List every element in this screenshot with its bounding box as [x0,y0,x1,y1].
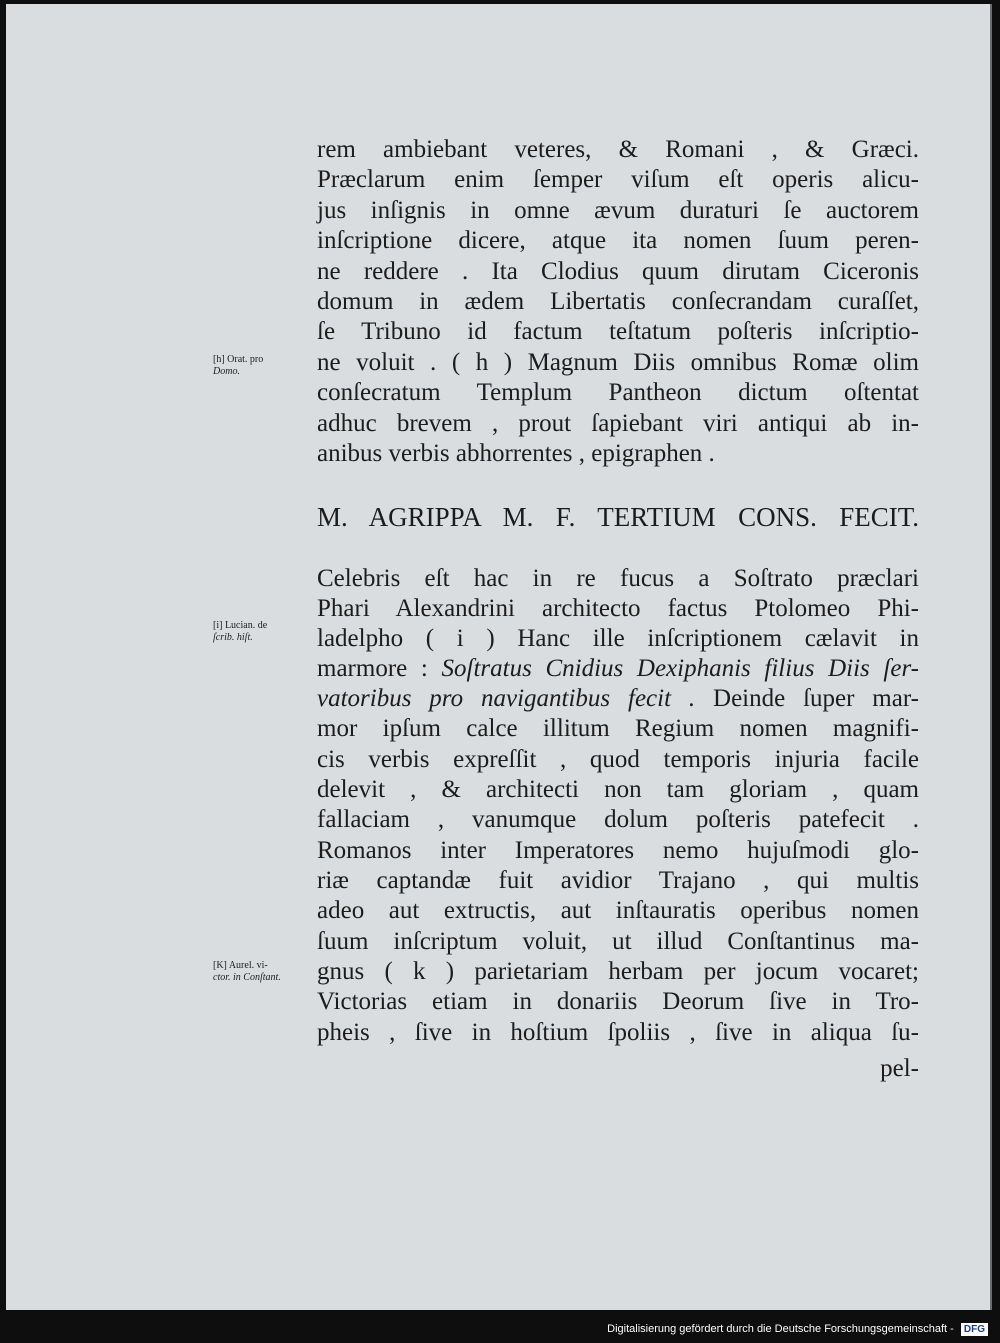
text-line: Phari Alexandrini architecto factus Ptolomeo Phi- [317,595,919,622]
text-line: ſe Tribuno id factum teſtatum poſteris inſcriptio- [317,318,919,345]
catchword: pel- [880,1055,919,1082]
inscription-heading: M. AGRIPPA M. F. TERTIUM CONS. FECIT. [317,502,919,532]
marginal-note-i [213,620,315,644]
text-line: ladelpho ( i ) Hanc ille inſcriptionem cælavit in [317,625,919,652]
text-line: Præclarum enim ſemper viſum eſt operis alicu- [317,166,919,193]
marginal-note-line: ctor. in Conſtant. [213,972,281,983]
text-line: adhuc brevem , prout ſapiebant viri antiqui ab in- [317,410,919,437]
text-line-mixed [317,654,919,684]
text-line: anibus verbis abhorrentes , epigraphen . [317,440,715,467]
marginal-note-h [213,354,315,378]
marginal-note-k [213,960,315,984]
text-line: ne voluit . ( h ) Magnum Diis omnibus Romæ olim [317,349,919,376]
text-line: pheis , ſive in hoſtium ſpoliis , ſive in aliqua ſu- [317,1019,919,1046]
text-line: delevit , & architecti non tam gloriam , quam [317,776,919,803]
book-page [6,4,992,1310]
text-line: rem ambiebant veteres, & Romani , & Græci. [317,136,919,163]
marginal-note-line: [K] Aurel. vi- [213,960,268,971]
text-line: gnus ( k ) parietariam herbam per jocum vocaret; [317,958,919,985]
text-line: mor ipſum calce illitum Regium nomen magnifi- [317,715,919,742]
text-line: conſecratum Templum Pantheon dictum oſtentat [317,379,919,406]
dfg-logo: DFG [961,1323,988,1336]
marginal-note-line: Domo. [213,366,240,377]
marginal-note-line: [i] Lucian. de [213,620,268,631]
text-line: cis verbis expreſſit , quod temporis injuria facile [317,746,919,773]
text-segment: Deinde ſuper mar- [713,685,919,712]
text-line: jus inſignis in omne ævum duraturi ſe auctorem [317,197,919,224]
marginal-note-line: ſcrib. hiſt. [213,632,253,643]
marginal-note-line: [h] Orat. pro [213,354,264,365]
credit-text: Digitalisierung gefördert durch die Deutsche Forschungsgemeinschaft - [607,1323,954,1335]
text-line: ſuum inſcriptum voluit, ut illud Conſtantinus ma- [317,928,919,955]
text-line: Victorias etiam in donariis Deorum ſive in Tro- [317,988,919,1015]
text-line-mixed [317,684,919,714]
text-line: adeo aut extructis, aut inſtauratis operibus nomen [317,897,919,924]
text-line: domum in ædem Libertatis conſecrandam curaſſet, [317,288,919,315]
text-line: fallaciam , vanumque dolum poſteris patefecit . [317,806,919,833]
text-line: Celebris eſt hac in re fucus a Soſtrato præclari [317,565,919,592]
digitization-credit [607,1321,988,1337]
inscription-quote: vatoribus pro navigantibus fecit . [317,685,696,712]
inscription-quote: Soſtratus Cnidius Dexiphanis filius Diis ſer- [441,655,919,682]
text-line: riæ captandæ fuit avidior Trajano , qui multis [317,867,919,894]
text-line: Romanos inter Imperatores nemo hujuſmodi glo- [317,837,919,864]
text-line: inſcriptione dicere, atque ita nomen ſuum peren- [317,227,919,254]
text-line: ne reddere . Ita Clodius quum dirutam Ciceronis [317,258,919,285]
text-segment: marmore : [317,655,428,682]
